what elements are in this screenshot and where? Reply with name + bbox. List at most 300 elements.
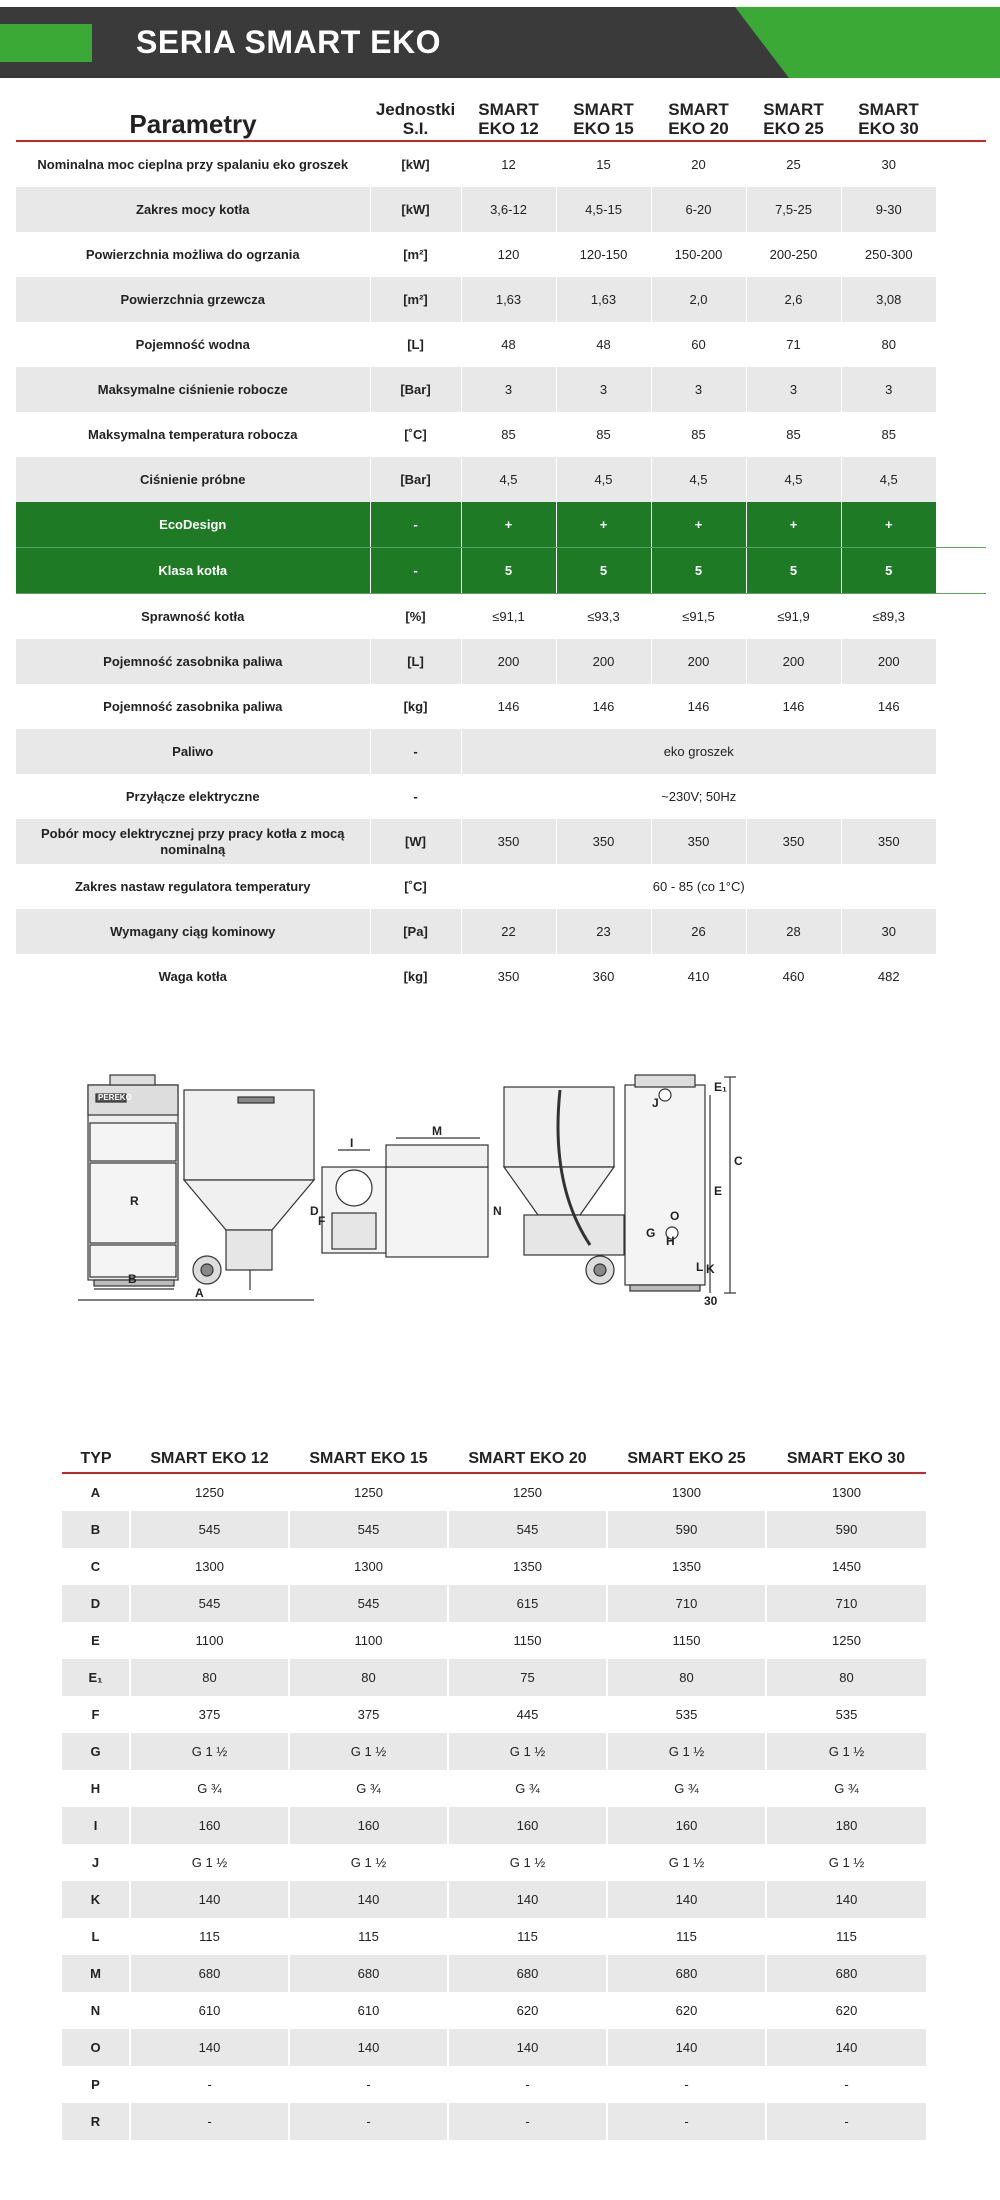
parameter-value: 146 — [556, 684, 651, 729]
parameter-name: Nominalna moc cieplna przy spalaniu eko groszek — [37, 156, 349, 172]
parameter-value: 3 — [556, 367, 651, 412]
parameter-unit: [˚C] — [370, 412, 461, 457]
dimension-value: 620 — [766, 1992, 926, 2029]
parameter-value: 150-200 — [651, 232, 746, 277]
dimension-value: G 1 ½ — [448, 1733, 607, 1770]
dim-label-N: N — [493, 1204, 502, 1218]
row-spacer — [936, 684, 986, 729]
dimension-value: 545 — [289, 1585, 448, 1622]
model-header-line2: EKO 12 — [478, 119, 539, 138]
dimension-value: 160 — [289, 1807, 448, 1844]
parameter-value: 146 — [461, 684, 556, 729]
row-spacer — [936, 322, 986, 367]
header-accent-right — [735, 7, 1000, 78]
dimension-key: G — [62, 1733, 130, 1770]
dim-label-C: C — [734, 1154, 743, 1168]
parameter-value: 23 — [556, 909, 651, 954]
dimension-value: G ¾ — [448, 1770, 607, 1807]
parameter-value: 350 — [746, 819, 841, 864]
parameter-value: ≤91,5 — [651, 594, 746, 640]
dimension-value: 80 — [766, 1659, 926, 1696]
dims-header-cell: SMART EKO 15 — [289, 1446, 448, 1473]
dimension-value: 140 — [448, 2029, 607, 2066]
dimension-value: 140 — [766, 2029, 926, 2066]
dimension-value: - — [766, 2066, 926, 2103]
parameter-value: 48 — [461, 322, 556, 367]
parameter-value: 350 — [651, 819, 746, 864]
parameter-name: Przyłącze elektryczne — [125, 788, 260, 804]
parameter-value: + — [651, 502, 746, 548]
dimension-value: 615 — [448, 1585, 607, 1622]
dimension-value: 160 — [448, 1807, 607, 1844]
parameter-row — [16, 277, 986, 322]
parameter-value: 200 — [841, 639, 936, 684]
parameter-value: 85 — [841, 412, 936, 457]
model-header-line2: EKO 25 — [763, 119, 824, 138]
parameter-row — [16, 864, 986, 909]
dimension-value: 1150 — [607, 1622, 766, 1659]
parameter-value: 5 — [746, 548, 841, 594]
model-header-line1: SMART — [478, 100, 539, 119]
parameters-table — [16, 100, 986, 999]
parameter-name: Pojemność wodna — [135, 336, 250, 352]
dimension-value: 140 — [766, 1881, 926, 1918]
parameter-value: 5 — [461, 548, 556, 594]
dimension-value: - — [130, 2103, 289, 2140]
parameter-value: 7,5-25 — [746, 187, 841, 232]
dimension-row — [62, 1622, 926, 1659]
parameter-value: ≤93,3 — [556, 594, 651, 640]
dimension-value: G ¾ — [766, 1770, 926, 1807]
dimension-value: 1100 — [130, 1622, 289, 1659]
parameter-name: Pojemność zasobnika paliwa — [16, 639, 370, 684]
dimension-value: 180 — [766, 1807, 926, 1844]
dimension-value: 140 — [448, 1881, 607, 1918]
parameter-row — [16, 639, 986, 684]
dimension-value: G ¾ — [607, 1770, 766, 1807]
parameter-row — [16, 954, 986, 999]
parameter-value: 3,08 — [841, 277, 936, 322]
dimension-value: 115 — [448, 1918, 607, 1955]
dimension-value: 1250 — [766, 1622, 926, 1659]
dim-label-H: H — [666, 1234, 675, 1248]
parameter-unit: [Bar] — [370, 457, 461, 502]
dimension-value: 620 — [607, 1992, 766, 2029]
dimension-value: 535 — [766, 1696, 926, 1733]
parameter-row — [16, 819, 986, 864]
dimension-value: 1300 — [766, 1473, 926, 1511]
parameter-value: 200 — [461, 639, 556, 684]
dimension-value: G 1 ½ — [607, 1733, 766, 1770]
row-spacer — [936, 277, 986, 322]
dims-header-cell: SMART EKO 12 — [130, 1446, 289, 1473]
parameter-value: 146 — [841, 684, 936, 729]
parameter-value-span: ~230V; 50Hz — [461, 774, 936, 819]
dimension-value: G 1 ½ — [607, 1844, 766, 1881]
dimension-value: 680 — [607, 1955, 766, 1992]
model-header — [841, 100, 936, 141]
parameter-value: 350 — [461, 954, 556, 999]
row-spacer — [936, 141, 986, 187]
model-header-line2: EKO 30 — [858, 119, 919, 138]
model-header-line2: EKO 15 — [573, 119, 634, 138]
dimension-value: - — [607, 2103, 766, 2140]
dimension-key: M — [62, 1955, 130, 1992]
row-spacer — [936, 819, 986, 864]
parameter-unit: [L] — [370, 322, 461, 367]
parameter-name: Sprawność kotła — [141, 608, 245, 624]
parameter-value: 85 — [746, 412, 841, 457]
dims-header-cell: SMART EKO 25 — [607, 1446, 766, 1473]
parameter-unit: - — [370, 502, 461, 548]
parameter-row — [16, 322, 986, 367]
parameter-value: 4,5 — [841, 457, 936, 502]
parameter-value: + — [461, 502, 556, 548]
parameter-unit: - — [370, 774, 461, 819]
dimension-value: 680 — [766, 1955, 926, 1992]
dimension-row — [62, 1881, 926, 1918]
parameter-row — [16, 729, 986, 774]
parameter-value: 71 — [746, 322, 841, 367]
parameter-row — [16, 412, 986, 457]
parameter-unit: [m²] — [370, 277, 461, 322]
parameter-value: 4,5 — [651, 457, 746, 502]
model-header — [651, 100, 746, 141]
dimension-key: J — [91, 1855, 100, 1870]
dimension-value: 590 — [607, 1511, 766, 1548]
dim-label-G: G — [646, 1226, 656, 1240]
dimension-key: P — [91, 2077, 100, 2092]
dimension-value: G 1 ½ — [766, 1733, 926, 1770]
parameter-row — [16, 684, 986, 729]
dimension-value: 710 — [607, 1585, 766, 1622]
dimension-value: G 1 ½ — [289, 1844, 448, 1881]
dimension-value: - — [607, 2066, 766, 2103]
parameter-unit: [kW] — [370, 141, 461, 187]
dim-label-A: A — [195, 1286, 204, 1300]
model-header — [556, 100, 651, 141]
parameter-value: 120-150 — [556, 232, 651, 277]
row-spacer — [936, 187, 986, 232]
logo-plate-text: PEREKO — [98, 1093, 132, 1102]
dimension-key: L — [91, 1929, 100, 1944]
model-header — [461, 100, 556, 141]
model-header-line1: SMART — [573, 100, 634, 119]
parameter-row — [16, 774, 986, 819]
parameter-row — [16, 502, 986, 548]
parameter-value: 25 — [746, 141, 841, 187]
dimension-value: 1250 — [448, 1473, 607, 1511]
dimension-key: H — [90, 1781, 101, 1796]
parameter-value: 4,5 — [746, 457, 841, 502]
dimension-value: 140 — [289, 2029, 448, 2066]
burner-view — [322, 1138, 488, 1257]
row-spacer — [936, 412, 986, 457]
dimension-value: 1350 — [607, 1548, 766, 1585]
parameter-value: 2,6 — [746, 277, 841, 322]
dimension-key: R — [62, 2103, 130, 2140]
dim-label-D: D — [310, 1204, 319, 1218]
parameter-name: Pojemność zasobnika paliwa — [103, 698, 283, 714]
row-spacer — [936, 367, 986, 412]
row-spacer — [936, 774, 986, 819]
parameter-unit: [W] — [370, 819, 461, 864]
parameter-name: Powierzchnia możliwa do ogrzania — [85, 246, 300, 262]
parameter-value: 3 — [841, 367, 936, 412]
dimension-value: 680 — [289, 1955, 448, 1992]
model-header-line1: SMART — [858, 100, 919, 119]
dimension-value: 680 — [448, 1955, 607, 1992]
dim-label-J: J — [652, 1096, 659, 1110]
parameter-value-span: eko groszek — [461, 729, 936, 774]
dimension-value: G 1 ½ — [766, 1844, 926, 1881]
header-spacer — [936, 100, 986, 141]
parameter-name: Maksymalna temperatura robocza — [87, 426, 298, 442]
param-column-header: Parametry — [129, 109, 257, 139]
parameter-name: EcoDesign — [16, 502, 370, 548]
dim-label-K: K — [706, 1262, 715, 1276]
parameter-unit: [Pa] — [370, 909, 461, 954]
dimension-value: 75 — [448, 1659, 607, 1696]
row-spacer — [936, 594, 986, 640]
parameter-value: 22 — [461, 909, 556, 954]
dimension-value: 545 — [448, 1511, 607, 1548]
parameter-value: + — [841, 502, 936, 548]
parameter-value: 250-300 — [841, 232, 936, 277]
parameter-value: ≤89,3 — [841, 594, 936, 640]
dimension-value: 140 — [130, 1881, 289, 1918]
parameter-value: 60 — [651, 322, 746, 367]
boiler-dimension-diagram — [60, 1065, 940, 1385]
dimension-value: 140 — [607, 2029, 766, 2066]
parameters-header-row — [16, 100, 986, 141]
parameter-value: 85 — [651, 412, 746, 457]
dim-label-M: M — [432, 1124, 442, 1138]
dimension-value: - — [289, 2066, 448, 2103]
row-spacer — [936, 909, 986, 954]
dimension-value: 80 — [130, 1659, 289, 1696]
parameter-value-span: 60 - 85 (co 1°C) — [461, 864, 936, 909]
parameter-value: 146 — [651, 684, 746, 729]
parameter-name: Paliwo — [16, 729, 370, 774]
parameter-value: 200-250 — [746, 232, 841, 277]
dim-label-I: I — [350, 1136, 354, 1150]
dimension-value: G 1 ½ — [130, 1844, 289, 1881]
dim-label-R: R — [130, 1194, 139, 1208]
dimension-key: E — [91, 1633, 100, 1648]
dim-label-F: F — [318, 1214, 326, 1228]
parameter-value: 9-30 — [841, 187, 936, 232]
dimension-value: 610 — [130, 1992, 289, 2029]
dimension-value: 140 — [130, 2029, 289, 2066]
parameter-unit: [Bar] — [370, 367, 461, 412]
dimensions-header-row — [62, 1446, 926, 1473]
row-spacer — [936, 954, 986, 999]
parameter-value: 350 — [461, 819, 556, 864]
dimension-row — [62, 1918, 926, 1955]
parameter-row — [16, 367, 986, 412]
dimension-value: 545 — [289, 1511, 448, 1548]
dimension-key: I — [62, 1807, 130, 1844]
parameter-value: 482 — [841, 954, 936, 999]
parameter-row — [16, 594, 986, 640]
dimension-value: - — [448, 2066, 607, 2103]
parameter-row — [16, 141, 986, 187]
dimension-value: 1300 — [130, 1548, 289, 1585]
row-spacer — [936, 548, 986, 594]
dimension-value: G ¾ — [289, 1770, 448, 1807]
dimension-value: 80 — [607, 1659, 766, 1696]
dimension-row — [62, 2066, 926, 2103]
dimension-row — [62, 1548, 926, 1585]
parameter-value: 20 — [651, 141, 746, 187]
parameter-name: Zakres mocy kotła — [16, 187, 370, 232]
dimension-row — [62, 1807, 926, 1844]
header-accent-left — [0, 24, 92, 62]
dimension-value: 115 — [289, 1918, 448, 1955]
dimension-value: 115 — [766, 1918, 926, 1955]
dimensions-body — [62, 1473, 926, 2140]
parameter-value: ≤91,1 — [461, 594, 556, 640]
dim-label-L: L — [696, 1260, 704, 1274]
dims-header-cell: SMART EKO 30 — [766, 1446, 926, 1473]
parameter-value: 3 — [461, 367, 556, 412]
dimension-row — [62, 2103, 926, 2140]
dimension-key: K — [62, 1881, 130, 1918]
hopper-side-view — [184, 1090, 314, 1290]
parameter-unit: - — [370, 548, 461, 594]
dimension-key: B — [62, 1511, 130, 1548]
parameter-unit: [kg] — [370, 954, 461, 999]
parameter-unit: [m²] — [370, 232, 461, 277]
dimension-key: C — [90, 1559, 101, 1574]
model-header — [746, 100, 841, 141]
dimensions-table — [62, 1446, 926, 2140]
dim-label-E1: E₁ — [714, 1080, 727, 1094]
row-spacer — [936, 457, 986, 502]
parameter-row — [16, 909, 986, 954]
dimension-value: 1350 — [448, 1548, 607, 1585]
dim-label-E: E — [714, 1184, 723, 1198]
parameter-unit: [L] — [370, 639, 461, 684]
boiler-front-view — [88, 1075, 178, 1286]
dimension-value: 160 — [607, 1807, 766, 1844]
dimension-row — [62, 1733, 926, 1770]
parameter-value: + — [746, 502, 841, 548]
parameter-unit: [kW] — [370, 187, 461, 232]
dimension-value: 590 — [766, 1511, 926, 1548]
parameter-row — [16, 187, 986, 232]
parameter-value: 85 — [556, 412, 651, 457]
dimension-row — [62, 1770, 926, 1807]
dimension-key: F — [91, 1707, 100, 1722]
dimension-value: - — [130, 2066, 289, 2103]
parameter-value: 15 — [556, 141, 651, 187]
parameter-value: 146 — [746, 684, 841, 729]
dimension-value: 610 — [289, 1992, 448, 2029]
dim-label-B: B — [128, 1272, 137, 1286]
parameter-value: 5 — [556, 548, 651, 594]
parameter-row — [16, 232, 986, 277]
dimension-value: 140 — [289, 1881, 448, 1918]
dimension-key: N — [90, 2003, 101, 2018]
dimension-value: 445 — [448, 1696, 607, 1733]
dimension-value: 160 — [130, 1807, 289, 1844]
parameter-value: 350 — [841, 819, 936, 864]
dimension-value: 1450 — [766, 1548, 926, 1585]
parameter-value: 4,5-15 — [556, 187, 651, 232]
parameter-value: 80 — [841, 322, 936, 367]
parameter-unit: - — [370, 729, 461, 774]
parameters-body — [16, 141, 986, 999]
dimension-value: 1250 — [130, 1473, 289, 1511]
dimension-value: 1150 — [448, 1622, 607, 1659]
dimension-row — [62, 2029, 926, 2066]
parameter-row — [16, 457, 986, 502]
parameter-value: 410 — [651, 954, 746, 999]
dimension-row — [62, 1473, 926, 1511]
dimension-value: 1300 — [607, 1473, 766, 1511]
dimension-value: G ¾ — [130, 1770, 289, 1807]
dimension-value: 620 — [448, 1992, 607, 2029]
dimension-value: 1300 — [289, 1548, 448, 1585]
parameter-value: 1,63 — [556, 277, 651, 322]
dimension-value: - — [766, 2103, 926, 2140]
parameter-value: 120 — [461, 232, 556, 277]
dimension-row — [62, 1955, 926, 1992]
dimension-value: 375 — [130, 1696, 289, 1733]
parameter-value: 5 — [841, 548, 936, 594]
parameter-value: + — [556, 502, 651, 548]
parameter-value: 30 — [841, 141, 936, 187]
dimension-value: 1100 — [289, 1622, 448, 1659]
parameter-value: 200 — [746, 639, 841, 684]
parameter-name: Ciśnienie próbne — [16, 457, 370, 502]
dims-header-cell: SMART EKO 20 — [448, 1446, 607, 1473]
dimension-value: G 1 ½ — [130, 1733, 289, 1770]
dimension-value: 545 — [130, 1585, 289, 1622]
parameter-value: 3,6-12 — [461, 187, 556, 232]
dimension-value: 140 — [607, 1881, 766, 1918]
dimension-value: - — [289, 2103, 448, 2140]
parameter-value: 460 — [746, 954, 841, 999]
dimension-value: 680 — [130, 1955, 289, 1992]
parameter-value: 48 — [556, 322, 651, 367]
dim-label-O: O — [670, 1209, 680, 1223]
parameter-value: 3 — [746, 367, 841, 412]
dimension-value: G 1 ½ — [448, 1844, 607, 1881]
parameter-name: Maksymalne ciśnienie robocze — [16, 367, 370, 412]
row-spacer — [936, 729, 986, 774]
parameter-value: 350 — [556, 819, 651, 864]
dimension-row — [62, 1659, 926, 1696]
parameter-name: Wymagany ciąg kominowy — [16, 909, 370, 954]
model-header-line2: EKO 20 — [668, 119, 729, 138]
parameter-value: 4,5 — [461, 457, 556, 502]
parameter-value: 4,5 — [556, 457, 651, 502]
dimension-value: 375 — [289, 1696, 448, 1733]
dimension-key: E₁ — [62, 1659, 130, 1696]
parameter-value: 200 — [651, 639, 746, 684]
dimension-row — [62, 1992, 926, 2029]
dimension-row — [62, 1844, 926, 1881]
parameter-value: 5 — [651, 548, 746, 594]
page-header — [0, 7, 1000, 78]
parameter-name: Pobór mocy elektrycznej przy pracy kotła z mocą nominalną — [16, 819, 370, 864]
parameter-unit: [%] — [370, 594, 461, 640]
row-spacer — [936, 232, 986, 277]
dimension-value: 710 — [766, 1585, 926, 1622]
